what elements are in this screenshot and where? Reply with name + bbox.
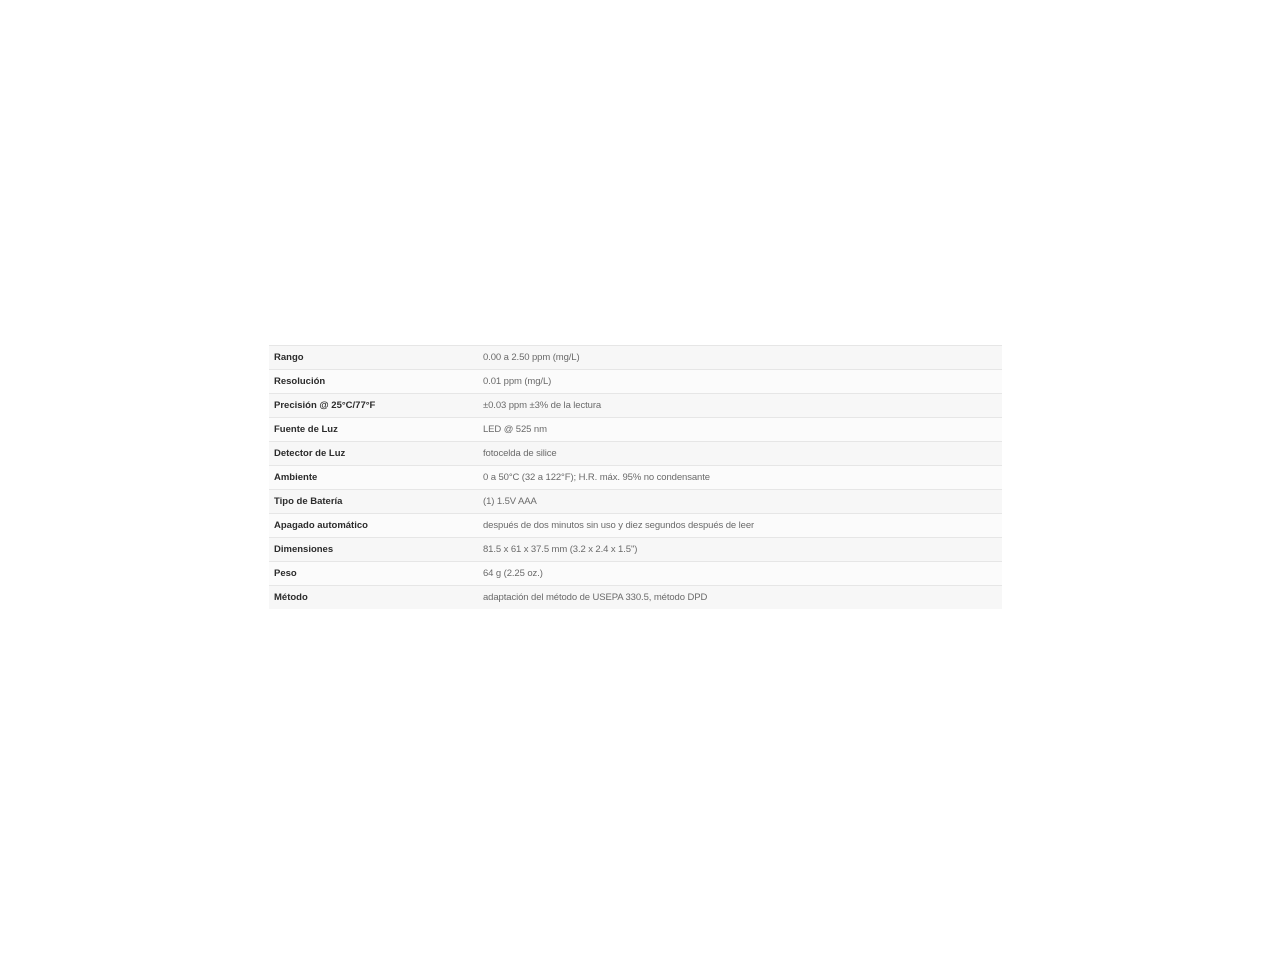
specifications-table: [269, 345, 1002, 609]
spec-label: Tipo de Batería: [274, 496, 343, 507]
table-row: [269, 466, 1002, 490]
spec-value: LED @ 525 nm: [483, 424, 547, 435]
spec-value: 0.00 a 2.50 ppm (mg/L): [483, 352, 580, 363]
table-row: [269, 394, 1002, 418]
spec-value: después de dos minutos sin uso y diez segundos después de leer: [483, 520, 755, 531]
spec-value: adaptación del método de USEPA 330.5, método DPD: [483, 592, 708, 604]
table-row: [269, 538, 1002, 562]
spec-value: 64 g (2.25 oz.): [483, 568, 543, 579]
spec-value: fotocelda de silice: [483, 448, 557, 459]
spec-label: Peso: [274, 568, 297, 579]
table-row: [269, 442, 1002, 466]
spec-label: Dimensiones: [274, 544, 334, 555]
spec-label: Método: [274, 592, 308, 604]
spec-value: ±0.03 ppm ±3% de la lectura: [483, 400, 602, 411]
spec-value: (1) 1.5V AAA: [483, 496, 537, 507]
spec-label: Rango: [274, 352, 304, 363]
spec-value: 0 a 50°C (32 a 122°F); H.R. máx. 95% no condensante: [483, 472, 710, 483]
spec-label: Resolución: [274, 376, 326, 387]
table-row: [269, 490, 1002, 514]
spec-label: Fuente de Luz: [274, 424, 338, 435]
spec-value: 81.5 x 61 x 37.5 mm (3.2 x 2.4 x 1.5"): [483, 544, 638, 555]
spec-label: Detector de Luz: [274, 448, 346, 459]
table-row: [269, 586, 1002, 610]
table-row: [269, 346, 1002, 370]
table-row: [269, 370, 1002, 394]
table-row: [269, 562, 1002, 586]
spec-value: 0.01 ppm (mg/L): [483, 376, 552, 387]
spec-label: Apagado automático: [274, 520, 368, 531]
table-row: [269, 418, 1002, 442]
spec-label: Ambiente: [274, 472, 318, 483]
table-row: [269, 514, 1002, 538]
spec-label: Precisión @ 25°C/77°F: [274, 400, 376, 411]
